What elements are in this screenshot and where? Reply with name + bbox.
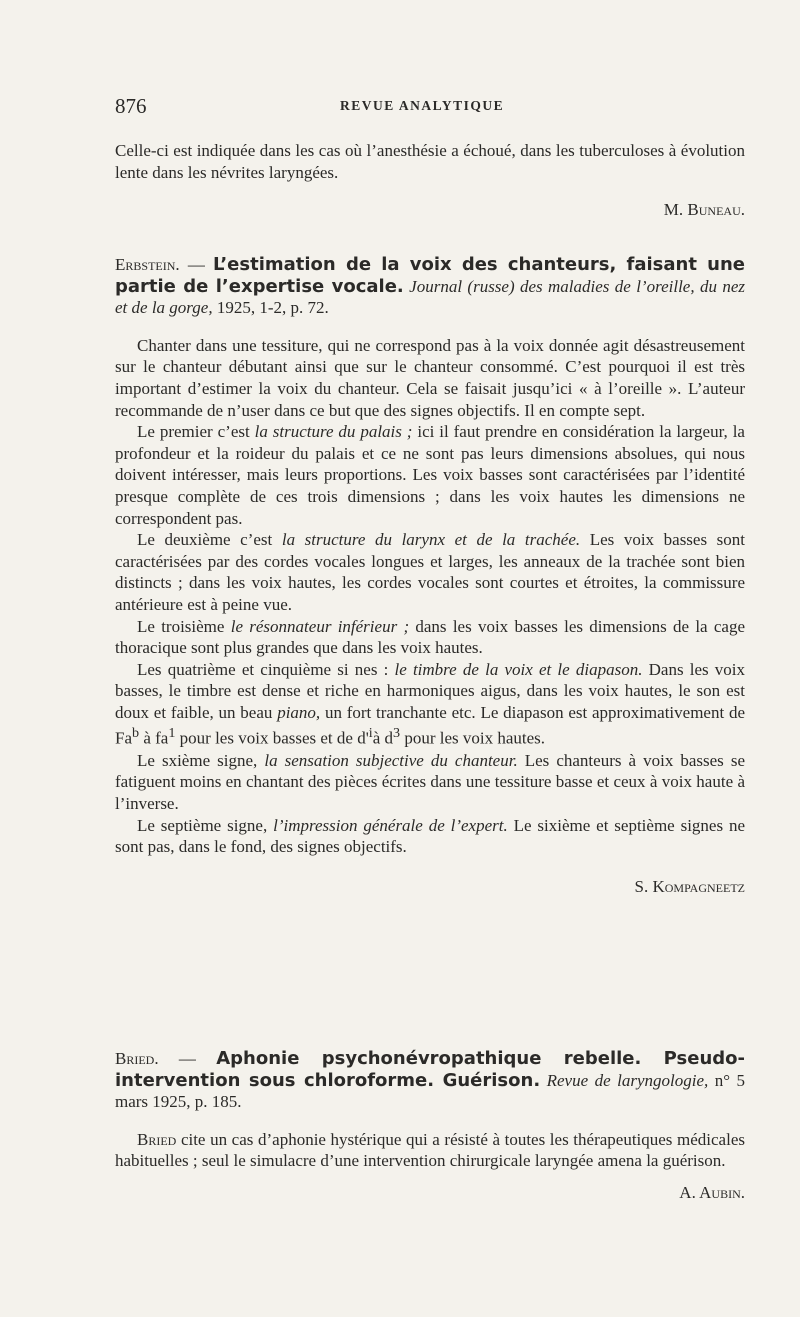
emphasis: piano, bbox=[277, 702, 321, 722]
superscript: i bbox=[368, 725, 373, 742]
text: à fa bbox=[139, 729, 169, 749]
emphasis: la structure du palais ; bbox=[254, 422, 413, 442]
text: Le sixième et septième signes ne sont pas, dans le fond, des signes objectifs. bbox=[115, 815, 746, 857]
superscript: 1 bbox=[168, 725, 176, 742]
text: Dans les voix basses, le timbre est dense et riche en harmoniques aigus, dans les voix hautes, le son est doux et faible, un beau bbox=[115, 659, 746, 722]
journal-name: Revue de laryngologie, bbox=[546, 1070, 709, 1090]
running-title: REVUE ANALYTIQUE bbox=[340, 98, 505, 113]
journal-ref: 1925, 1-2, p. 72. bbox=[212, 298, 329, 318]
paragraph: Celle-ci est indiquée dans les cas où l’anesthésie a échoué, dans les tuberculoses à évolution lente dans les névrites laryngées. bbox=[115, 141, 745, 182]
paragraph: Chanter dans une tessiture, qui ne correspond pas à la voix donnée agit désastreusement sur le chanteur débutant ainsi que sur le chanteur consommé. C’est pourquoi il est très important d’estimer la voix du chanteur. Cela se faisait jusqu’ici « à l’oreille ». L’auteur recommande de n’user dans ce but que des signes objectifs. Il en compte sept. bbox=[115, 335, 745, 420]
text: Le sxième signe, bbox=[137, 750, 265, 770]
text: Les quatrième et cinquième si nes : bbox=[137, 659, 395, 679]
superscript: b bbox=[132, 725, 140, 742]
article-author: Erbstein. bbox=[115, 255, 180, 274]
superscript: 3 bbox=[393, 725, 401, 742]
article-heading bbox=[115, 254, 745, 319]
text: Le deuxième c’est bbox=[137, 530, 282, 550]
text: Le troisième bbox=[137, 616, 231, 636]
heading-dash: — bbox=[179, 255, 214, 274]
article-title: Aphonie psychonévropathique rebelle. Pseudo-intervention sous chloroforme. Guérison. bbox=[115, 1048, 745, 1091]
text: ici il faut prendre en considération la largeur, la profondeur et la roideur du palais et ce ne sont pas leurs dimensions absolues, qui nous doivent intéresser, mais leurs proportions. Les voix basses sont caractérisées par l’identité presque complète de ces trois dimensions ; dans les voix hautes les dimensions ne correspondent pas. bbox=[115, 422, 745, 528]
text: dans les voix basses les dimensions de la cage thoracique sont plus grandes que dans les voix hautes. bbox=[115, 616, 745, 658]
page-number: 876 bbox=[115, 94, 147, 118]
journal-ref: n° 5 mars 1925, p. 185. bbox=[115, 1070, 745, 1112]
paragraph bbox=[115, 659, 745, 750]
text: Les chanteurs à voix basses se fatiguent moins en chantant des pièces écrites dans une tessiture basse et ceux à voix haute à l’inverse. bbox=[115, 750, 745, 813]
reviewer-signature: A. Aubin. bbox=[679, 1182, 745, 1202]
text: pour les voix hautes. bbox=[400, 729, 546, 749]
text: Les voix basses sont caractérisées par des cordes vocales longues et larges, les anneaux de la trachée sont bien distincts ; dans les voix hautes, les cordes vocales sont courtes et étroites, la commissure antérieure est à peine vue. bbox=[115, 530, 746, 614]
text: à d bbox=[372, 729, 393, 749]
article-heading bbox=[115, 1048, 745, 1113]
heading-dash: — bbox=[158, 1049, 217, 1068]
author-name: Bried bbox=[137, 1129, 177, 1149]
journal-name: Journal (russe) des maladies de l’oreille, du nez et de la gorge, bbox=[115, 276, 745, 318]
emphasis: le timbre de la voix et le diapason. bbox=[394, 659, 643, 679]
article-author: Bried. bbox=[115, 1049, 159, 1068]
reviewer-signature: M. Buneau. bbox=[663, 200, 745, 220]
emphasis: le résonnateur inférieur ; bbox=[230, 616, 410, 636]
text: cite un cas d’aphonie hystérique qui a résisté à toutes les thérapeutiques médicales habituelles ; seul le simulacre d’une intervention chirurgicale laryngée amena la guérison. bbox=[115, 1129, 745, 1171]
review-erbstein bbox=[115, 254, 745, 897]
text: un fort tranchante etc. Le diapason est approximativement de Fa bbox=[115, 702, 746, 749]
paragraph bbox=[115, 529, 745, 615]
paragraph bbox=[115, 421, 745, 529]
text: Le septième signe, bbox=[137, 815, 274, 835]
text: pour les voix basses et de d' bbox=[175, 729, 369, 749]
emphasis: la structure du larynx et de la trachée. bbox=[281, 530, 581, 550]
review-bried bbox=[115, 1048, 745, 1204]
paragraph bbox=[115, 1129, 745, 1172]
text: Le premier c’est bbox=[137, 422, 255, 442]
page-header bbox=[115, 94, 745, 124]
paragraph bbox=[115, 815, 745, 858]
paragraph bbox=[115, 616, 745, 659]
emphasis: la sensation subjective du chanteur. bbox=[264, 750, 518, 770]
review-continuation bbox=[115, 140, 745, 221]
paragraph bbox=[115, 750, 745, 815]
reviewer-signature: S. Kompagneetz bbox=[634, 876, 745, 896]
emphasis: l’impression générale de l’expert. bbox=[273, 815, 508, 835]
article-title: L’estimation de la voix des chanteurs, faisant une partie de l’expertise vocale. bbox=[115, 254, 746, 297]
